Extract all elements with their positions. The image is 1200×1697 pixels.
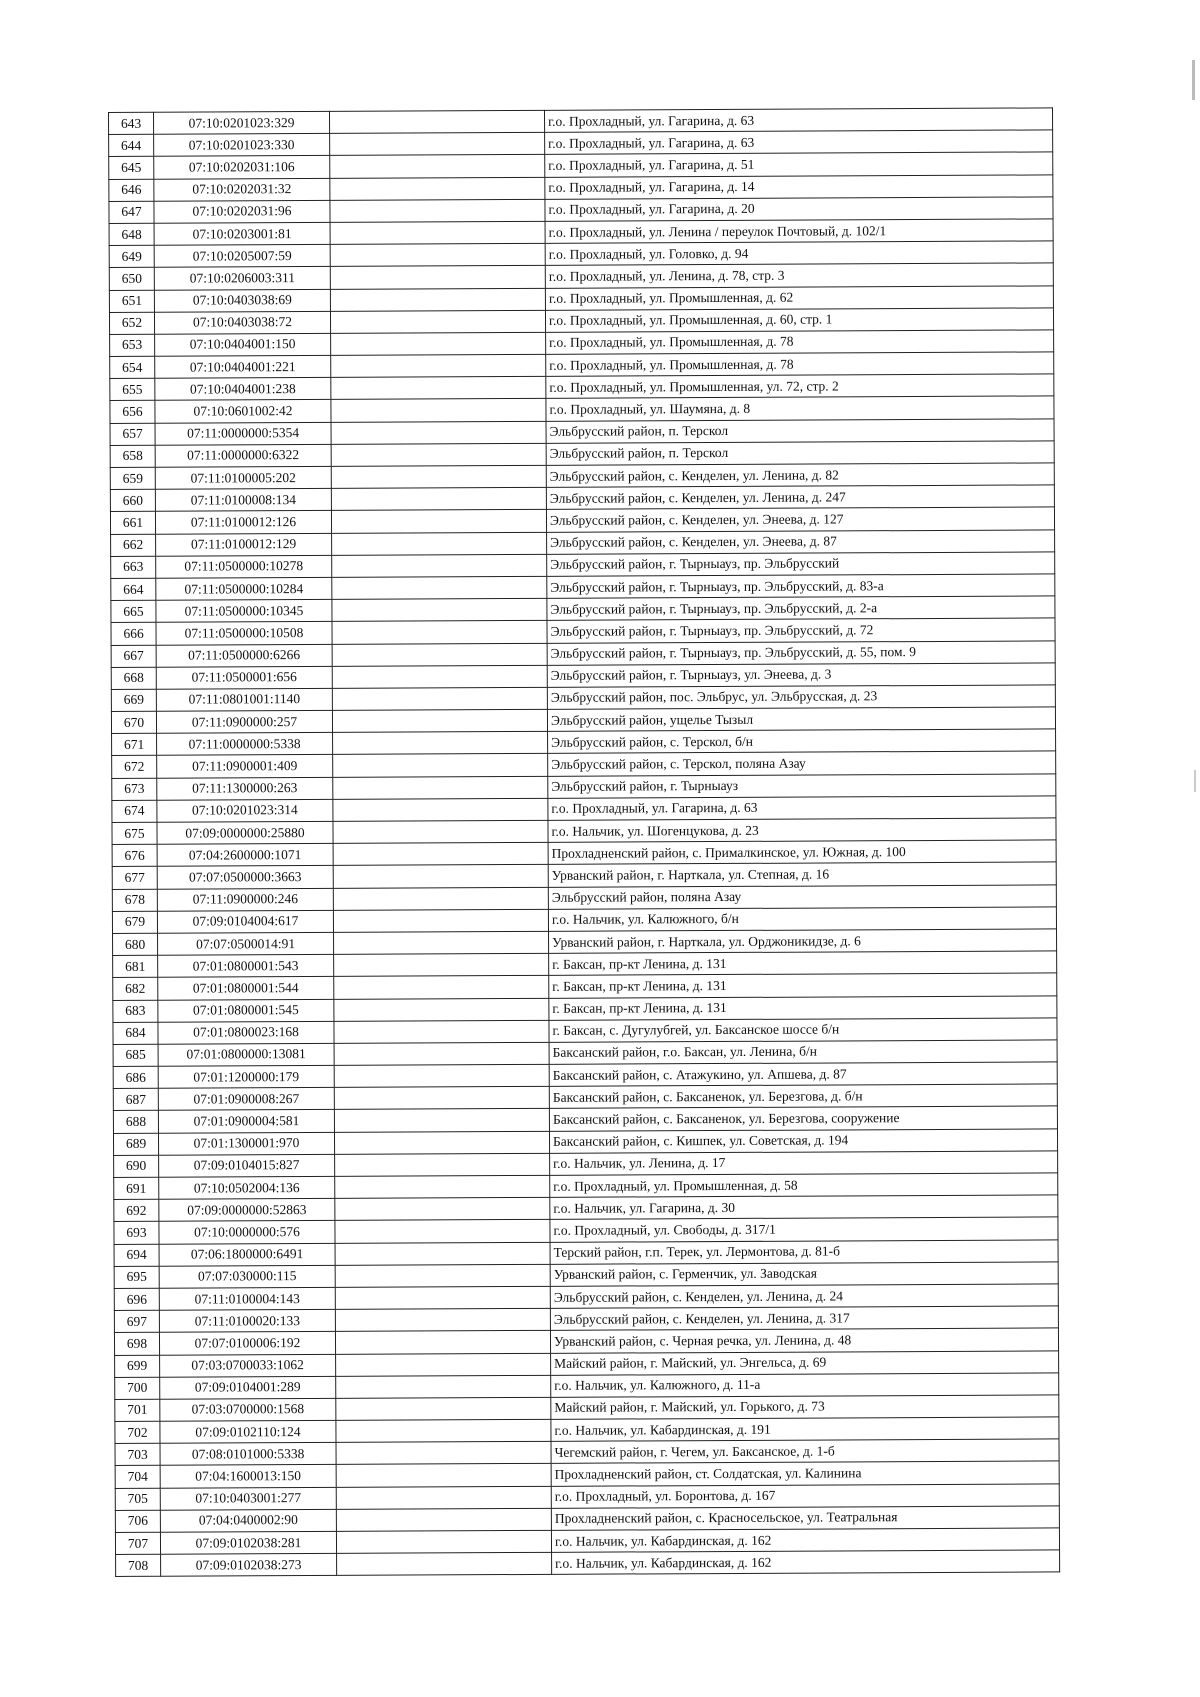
address-cell: г.о. Прохладный, ул. Гагарина, д. 14 (545, 174, 1053, 199)
empty-cell (333, 843, 548, 866)
cadastral-number-cell: 07:10:0404001:238 (155, 378, 331, 401)
empty-cell (333, 865, 548, 888)
empty-cell (332, 621, 547, 644)
row-number-cell: 684 (113, 1022, 158, 1044)
address-cell: Урванский район, с. Черная речка, ул. Ленина, д. 48 (550, 1328, 1058, 1353)
cadastral-number-cell: 07:10:0201023:330 (154, 134, 330, 157)
address-cell: г.о. Нальчик, ул. Кабардинская, д. 191 (551, 1417, 1059, 1442)
address-cell: Чегемский район, г. Чегем, ул. Баксанское, д. 1-б (551, 1439, 1059, 1464)
cadastral-number-cell: 07:11:0100012:129 (156, 533, 332, 556)
address-cell: г.о. Нальчик, ул. Ленина, д. 17 (550, 1151, 1058, 1176)
row-number-cell: 649 (109, 245, 154, 267)
row-number-cell: 664 (111, 578, 156, 600)
cadastral-number-cell: 07:04:1600013:150 (160, 1465, 336, 1488)
cadastral-number-cell: 07:07:0500000:3663 (157, 866, 333, 889)
cadastral-number-cell: 07:09:0102038:281 (160, 1531, 336, 1554)
address-cell: г.о. Прохладный, ул. Ленина, д. 78, стр. 3 (545, 263, 1053, 288)
cadastral-number-cell: 07:11:0500000:10278 (156, 555, 332, 578)
address-cell: г.о. Прохладный, ул. Промышленная, д. 62 (545, 285, 1053, 310)
address-cell: г.о. Прохладный, ул. Боронтова, д. 167 (551, 1483, 1059, 1508)
address-cell: г.о. Прохладный, ул. Гагарина, д. 63 (545, 130, 1053, 155)
address-cell: г.о. Прохладный, ул. Промышленная, д. 60, стр. 1 (545, 308, 1053, 333)
empty-cell (332, 598, 547, 621)
empty-cell (331, 332, 546, 355)
empty-cell (331, 465, 546, 488)
cadastral-number-cell: 07:11:0000000:5338 (157, 733, 333, 756)
cadastral-number-cell: 07:10:0201023:314 (157, 799, 333, 822)
empty-cell (335, 1198, 550, 1221)
cadastral-number-cell: 07:11:0500000:10345 (156, 600, 332, 623)
row-number-cell: 675 (112, 822, 157, 844)
cadastral-number-cell: 07:07:030000:115 (159, 1265, 335, 1288)
row-number-cell: 668 (111, 667, 156, 689)
row-number-cell: 653 (110, 334, 155, 356)
empty-cell (334, 1109, 549, 1132)
address-cell: г.о. Прохладный, ул. Промышленная, д. 78 (546, 330, 1054, 355)
empty-cell (332, 554, 547, 577)
empty-cell (334, 998, 549, 1021)
cadastral-number-cell: 07:04:2600000:1071 (157, 844, 333, 867)
cadastral-number-cell: 07:11:0900001:409 (157, 755, 333, 778)
row-number-cell: 674 (112, 800, 157, 822)
empty-cell (330, 310, 545, 333)
empty-cell (336, 1419, 551, 1442)
row-number-cell: 691 (114, 1177, 159, 1199)
row-number-cell: 685 (113, 1044, 158, 1066)
cadastral-number-cell: 07:06:1800000:6491 (159, 1243, 335, 1266)
address-cell: Баксанский район, г.о. Баксан, ул. Ленина, б/н (549, 1040, 1057, 1065)
cadastral-number-cell: 07:10:0202031:106 (154, 156, 330, 179)
address-cell: Баксанский район, с. Баксаненок, ул. Березгова, сооружение (549, 1106, 1057, 1131)
row-number-cell: 689 (113, 1133, 158, 1155)
cadastral-number-cell: 07:11:0801001:1140 (156, 688, 332, 711)
address-cell: г.о. Нальчик, ул. Кабардинская, д. 162 (551, 1528, 1059, 1553)
address-cell: Майский район, г. Майский, ул. Энгельса, д. 69 (551, 1350, 1059, 1375)
row-number-cell: 662 (111, 534, 156, 556)
cadastral-number-cell: 07:10:0403038:72 (154, 311, 330, 334)
cadastral-number-cell: 07:01:0800023:168 (158, 1021, 334, 1044)
cadastral-number-cell: 07:01:0900008:267 (158, 1088, 334, 1111)
row-number-cell: 676 (112, 844, 157, 866)
address-cell: г.о. Прохладный, ул. Промышленная, д. 78 (546, 352, 1054, 377)
address-cell: Эльбрусский район, г. Тырныауз, пр. Эльбрусский, д. 83-а (547, 574, 1055, 599)
cadastral-number-cell: 07:01:0800001:543 (158, 955, 334, 978)
empty-cell (333, 776, 548, 799)
row-number-cell: 643 (109, 112, 154, 134)
cadastral-number-cell: 07:03:0700000:1568 (160, 1398, 336, 1421)
cadastral-number-cell: 07:11:0500000:10284 (156, 577, 332, 600)
address-cell: Прохладненский район, с. Красносельское, ул. Театральная (551, 1506, 1059, 1531)
address-cell: г.о. Прохладный, ул. Головко, д. 94 (545, 241, 1053, 266)
empty-cell (336, 1353, 551, 1376)
empty-cell (336, 1486, 551, 1509)
empty-cell (332, 643, 547, 666)
empty-cell (335, 1264, 550, 1287)
row-number-cell: 646 (109, 179, 154, 201)
cadastral-number-cell: 07:01:0800001:544 (158, 977, 334, 1000)
address-cell: г.о. Нальчик, ул. Гагарина, д. 30 (550, 1195, 1058, 1220)
row-number-cell: 699 (115, 1355, 160, 1377)
empty-cell (336, 1375, 551, 1398)
empty-cell (333, 887, 548, 910)
cadastral-number-cell: 07:10:0203001:81 (154, 222, 330, 245)
address-cell: Урванский район, с. Герменчик, ул. Заводская (550, 1262, 1058, 1287)
cadastral-number-cell: 07:09:0102038:273 (161, 1554, 337, 1577)
row-number-cell: 706 (115, 1510, 160, 1532)
row-number-cell: 645 (109, 157, 154, 179)
address-cell: Эльбрусский район, п. Терскол (546, 441, 1054, 466)
address-cell: Майский район, г. Майский, ул. Горького, д. 73 (551, 1395, 1059, 1420)
empty-cell (333, 820, 548, 843)
cadastral-number-cell: 07:09:0000000:25880 (157, 821, 333, 844)
cadastral-number-cell: 07:01:1200000:179 (158, 1065, 334, 1088)
row-number-cell: 663 (111, 556, 156, 578)
address-cell: Баксанский район, с. Баксаненок, ул. Березгова, д. б/н (549, 1084, 1057, 1109)
cadastral-number-cell: 07:10:0403038:69 (154, 289, 330, 312)
row-number-cell: 677 (112, 867, 157, 889)
property-registry-table (108, 107, 1060, 1577)
address-cell: г.о. Прохладный, ул. Гагарина, д. 51 (545, 152, 1053, 177)
row-number-cell: 698 (114, 1333, 159, 1355)
empty-cell (334, 1087, 549, 1110)
empty-cell (336, 1464, 551, 1487)
cadastral-number-cell: 07:11:0100020:133 (159, 1310, 335, 1333)
cadastral-number-cell: 07:08:0101000:5338 (160, 1443, 336, 1466)
empty-cell (333, 798, 548, 821)
row-number-cell: 659 (110, 467, 155, 489)
row-number-cell: 687 (113, 1089, 158, 1111)
registry-table-body (109, 108, 1060, 1577)
row-number-cell: 697 (114, 1310, 159, 1332)
address-cell: г. Баксан, пр-кт Ленина, д. 131 (549, 951, 1057, 976)
row-number-cell: 654 (110, 356, 155, 378)
row-number-cell: 648 (109, 223, 154, 245)
address-cell: г.о. Нальчик, ул. Шогенцукова, д. 23 (548, 818, 1056, 843)
row-number-cell: 655 (110, 379, 155, 401)
address-cell: г.о. Прохладный, ул. Шаумяна, д. 8 (546, 396, 1054, 421)
row-number-cell: 680 (113, 933, 158, 955)
empty-cell (331, 377, 546, 400)
row-number-cell: 656 (110, 401, 155, 423)
address-cell: г. Баксан, пр-кт Ленина, д. 131 (549, 995, 1057, 1020)
cadastral-number-cell: 07:03:0700033:1062 (160, 1354, 336, 1377)
cadastral-number-cell: 07:11:0500000:6266 (156, 644, 332, 667)
cadastral-number-cell: 07:10:0404001:150 (155, 333, 331, 356)
cadastral-number-cell: 07:10:0404001:221 (155, 355, 331, 378)
address-cell: Эльбрусский район, г. Тырныауз, пр. Эльбрусский, д. 2-а (547, 596, 1055, 621)
row-number-cell: 695 (114, 1266, 159, 1288)
address-cell: Прохладненский район, с. Прималкинское, ул. Южная, д. 100 (548, 840, 1056, 865)
address-cell: г.о. Прохладный, ул. Гагарина, д. 63 (544, 108, 1052, 133)
empty-cell (330, 133, 545, 156)
cadastral-number-cell: 07:11:0100004:143 (159, 1287, 335, 1310)
row-number-cell: 696 (114, 1288, 159, 1310)
row-number-cell: 686 (113, 1066, 158, 1088)
empty-cell (331, 399, 546, 422)
cadastral-number-cell: 07:10:0601002:42 (155, 400, 331, 423)
row-number-cell: 661 (110, 512, 155, 534)
row-number-cell: 692 (114, 1199, 159, 1221)
address-cell: г. Баксан, с. Дугулубгей, ул. Баксанское шоссе б/н (549, 1018, 1057, 1043)
empty-cell (333, 909, 548, 932)
address-cell: Эльбрусский район, поляна Азау (548, 884, 1056, 909)
empty-cell (331, 354, 546, 377)
address-cell: Эльбрусский район, с. Кенделен, ул. Ленина, д. 317 (550, 1306, 1058, 1331)
cadastral-number-cell: 07:09:0000000:52863 (159, 1199, 335, 1222)
cadastral-number-cell: 07:11:0100008:134 (155, 489, 331, 512)
address-cell: г.о. Нальчик, ул. Калюжного, д. 11-а (551, 1373, 1059, 1398)
empty-cell (332, 687, 547, 710)
table-row (116, 1550, 1060, 1577)
cadastral-number-cell: 07:07:0500014:91 (158, 932, 334, 955)
row-number-cell: 671 (112, 734, 157, 756)
empty-cell (335, 1175, 550, 1198)
cadastral-number-cell: 07:01:0900004:581 (158, 1110, 334, 1133)
address-cell: г.о. Прохладный, ул. Гагарина, д. 63 (548, 796, 1056, 821)
address-cell: Баксанский район, с. Кишпек, ул. Советская, д. 194 (549, 1128, 1057, 1153)
empty-cell (334, 931, 549, 954)
cadastral-number-cell: 07:11:0500001:656 (156, 666, 332, 689)
empty-cell (335, 1286, 550, 1309)
cadastral-number-cell: 07:11:0500000:10508 (156, 622, 332, 645)
empty-cell (330, 288, 545, 311)
empty-cell (331, 421, 546, 444)
row-number-cell: 704 (115, 1466, 160, 1488)
address-cell: Эльбрусский район, с. Кенделен, ул. Ленина, д. 82 (546, 463, 1054, 488)
address-cell: Эльбрусский район, ущелье Тызыл (547, 707, 1055, 732)
cadastral-number-cell: 07:10:0202031:32 (154, 178, 330, 201)
address-cell: Баксанский район, с. Атажукино, ул. Апшева, д. 87 (549, 1062, 1057, 1087)
empty-cell (330, 243, 545, 266)
empty-cell (331, 510, 546, 533)
empty-cell (331, 488, 546, 511)
cadastral-number-cell: 07:10:0201023:329 (154, 111, 330, 134)
address-cell: Эльбрусский район, г. Тырныауз, пр. Эльбрусский, д. 55, пом. 9 (547, 640, 1055, 665)
empty-cell (332, 576, 547, 599)
empty-cell (334, 1131, 549, 1154)
row-number-cell: 690 (114, 1155, 159, 1177)
row-number-cell: 657 (110, 423, 155, 445)
address-cell: г.о. Прохладный, ул. Свободы, д. 317/1 (550, 1217, 1058, 1242)
row-number-cell: 683 (113, 1000, 158, 1022)
address-cell: г.о. Нальчик, ул. Кабардинская, д. 162 (552, 1550, 1060, 1575)
address-cell: г.о. Прохладный, ул. Ленина / переулок Почтовый, д. 102/1 (545, 219, 1053, 244)
address-cell: Эльбрусский район, пос. Эльбрус, ул. Эльбрусская, д. 23 (547, 685, 1055, 710)
cadastral-number-cell: 07:09:0104015:827 (159, 1154, 335, 1177)
empty-cell (330, 155, 545, 178)
address-cell: Эльбрусский район, с. Кенделен, ул. Энеева, д. 87 (547, 529, 1055, 554)
empty-cell (334, 953, 549, 976)
cadastral-number-cell: 07:01:0800000:13081 (158, 1043, 334, 1066)
address-cell: Эльбрусский район, г. Тырныауз, пр. Эльбрусский, д. 72 (547, 618, 1055, 643)
address-cell: Эльбрусский район, с. Кенделен, ул. Энеева, д. 127 (546, 507, 1054, 532)
row-number-cell: 644 (109, 134, 154, 156)
empty-cell (334, 1020, 549, 1043)
row-number-cell: 694 (114, 1244, 159, 1266)
address-cell: Урванский район, г. Нарткала, ул. Степная, д. 16 (548, 862, 1056, 887)
empty-cell (332, 532, 547, 555)
cadastral-number-cell: 07:01:1300001:970 (158, 1132, 334, 1155)
cadastral-number-cell: 07:11:0900000:257 (156, 710, 332, 733)
empty-cell (332, 665, 547, 688)
empty-cell (336, 1397, 551, 1420)
empty-cell (336, 1442, 551, 1465)
empty-cell (332, 709, 547, 732)
empty-cell (333, 732, 548, 755)
address-cell: Эльбрусский район, с. Терскол, б/н (548, 729, 1056, 754)
row-number-cell: 693 (114, 1222, 159, 1244)
empty-cell (331, 443, 546, 466)
empty-cell (335, 1308, 550, 1331)
empty-cell (336, 1530, 551, 1553)
cadastral-number-cell: 07:10:0000000:576 (159, 1221, 335, 1244)
empty-cell (336, 1508, 551, 1531)
empty-cell (334, 1064, 549, 1087)
cadastral-number-cell: 07:09:0104001:289 (160, 1376, 336, 1399)
row-number-cell: 678 (112, 889, 157, 911)
cadastral-number-cell: 07:10:0502004:136 (159, 1176, 335, 1199)
empty-cell (329, 110, 544, 133)
empty-cell (330, 199, 545, 222)
row-number-cell: 688 (113, 1111, 158, 1133)
cadastral-number-cell: 07:11:0100005:202 (155, 466, 331, 489)
cadastral-number-cell: 07:09:0102110:124 (160, 1420, 336, 1443)
row-number-cell: 651 (109, 290, 154, 312)
empty-cell (330, 177, 545, 200)
address-cell: Прохладненский район, ст. Солдатская, ул. Калинина (551, 1461, 1059, 1486)
address-cell: Эльбрусский район, с. Терскол, поляна Азау (548, 751, 1056, 776)
row-number-cell: 669 (111, 689, 156, 711)
empty-cell (330, 266, 545, 289)
row-number-cell: 658 (110, 445, 155, 467)
address-cell: Эльбрусский район, с. Кенделен, ул. Ленина, д. 247 (546, 485, 1054, 510)
cadastral-number-cell: 07:10:0205007:59 (154, 245, 330, 268)
row-number-cell: 673 (112, 778, 157, 800)
cadastral-number-cell: 07:10:0403001:277 (160, 1487, 336, 1510)
cadastral-number-cell: 07:10:0206003:311 (154, 267, 330, 290)
address-cell: Эльбрусский район, п. Терскол (546, 419, 1054, 444)
row-number-cell: 700 (115, 1377, 160, 1399)
row-number-cell: 647 (109, 201, 154, 223)
row-number-cell: 705 (115, 1488, 160, 1510)
cadastral-number-cell: 07:10:0202031:96 (154, 200, 330, 223)
row-number-cell: 666 (111, 623, 156, 645)
row-number-cell: 681 (113, 955, 158, 977)
address-cell: Эльбрусский район, г. Тырныауз (548, 774, 1056, 799)
empty-cell (335, 1331, 550, 1354)
cadastral-number-cell: 07:11:0100012:126 (155, 511, 331, 534)
cadastral-number-cell: 07:01:0800001:545 (158, 999, 334, 1022)
row-number-cell: 703 (115, 1444, 160, 1466)
row-number-cell: 672 (112, 756, 157, 778)
cadastral-number-cell: 07:11:0000000:6322 (155, 444, 331, 467)
row-number-cell: 707 (115, 1532, 160, 1554)
empty-cell (335, 1242, 550, 1265)
empty-cell (335, 1153, 550, 1176)
empty-cell (334, 1042, 549, 1065)
address-cell: г. Баксан, пр-кт Ленина, д. 131 (549, 973, 1057, 998)
row-number-cell: 650 (109, 268, 154, 290)
empty-cell (333, 754, 548, 777)
address-cell: Терский район, г.п. Терек, ул. Лермонтова, д. 81-б (550, 1239, 1058, 1264)
cadastral-number-cell: 07:11:0000000:5354 (155, 422, 331, 445)
address-cell: г.о. Прохладный, ул. Гагарина, д. 20 (545, 197, 1053, 222)
address-cell: Эльбрусский район, с. Кенделен, ул. Ленина, д. 24 (550, 1284, 1058, 1309)
address-cell: Эльбрусский район, г. Тырныауз, пр. Эльбрусский (547, 552, 1055, 577)
row-number-cell: 679 (112, 911, 157, 933)
cadastral-number-cell: 07:11:0900000:246 (157, 888, 333, 911)
scan-edge-artifact (1192, 60, 1195, 100)
row-number-cell: 701 (115, 1399, 160, 1421)
empty-cell (337, 1553, 552, 1576)
scan-mark-artifact (1194, 770, 1196, 792)
row-number-cell: 702 (115, 1421, 160, 1443)
address-cell: г.о. Нальчик, ул. Калюжного, б/н (548, 907, 1056, 932)
row-number-cell: 667 (111, 645, 156, 667)
empty-cell (335, 1220, 550, 1243)
cadastral-number-cell: 07:07:0100006:192 (159, 1332, 335, 1355)
row-number-cell: 665 (111, 600, 156, 622)
empty-cell (330, 221, 545, 244)
address-cell: г.о. Прохладный, ул. Промышленная, ул. 72, стр. 2 (546, 374, 1054, 399)
row-number-cell: 708 (116, 1554, 161, 1576)
row-number-cell: 652 (109, 312, 154, 334)
address-cell: г.о. Прохладный, ул. Промышленная, д. 58 (550, 1173, 1058, 1198)
cadastral-number-cell: 07:04:0400002:90 (160, 1509, 336, 1532)
row-number-cell: 660 (110, 489, 155, 511)
address-cell: Урванский район, г. Нарткала, ул. Орджоникидзе, д. 6 (549, 929, 1057, 954)
address-cell: Эльбрусский район, г. Тырныауз, ул. Энеева, д. 3 (547, 663, 1055, 688)
empty-cell (334, 976, 549, 999)
row-number-cell: 670 (111, 711, 156, 733)
cadastral-number-cell: 07:11:1300000:263 (157, 777, 333, 800)
row-number-cell: 682 (113, 978, 158, 1000)
cadastral-number-cell: 07:09:0104004:617 (157, 910, 333, 933)
